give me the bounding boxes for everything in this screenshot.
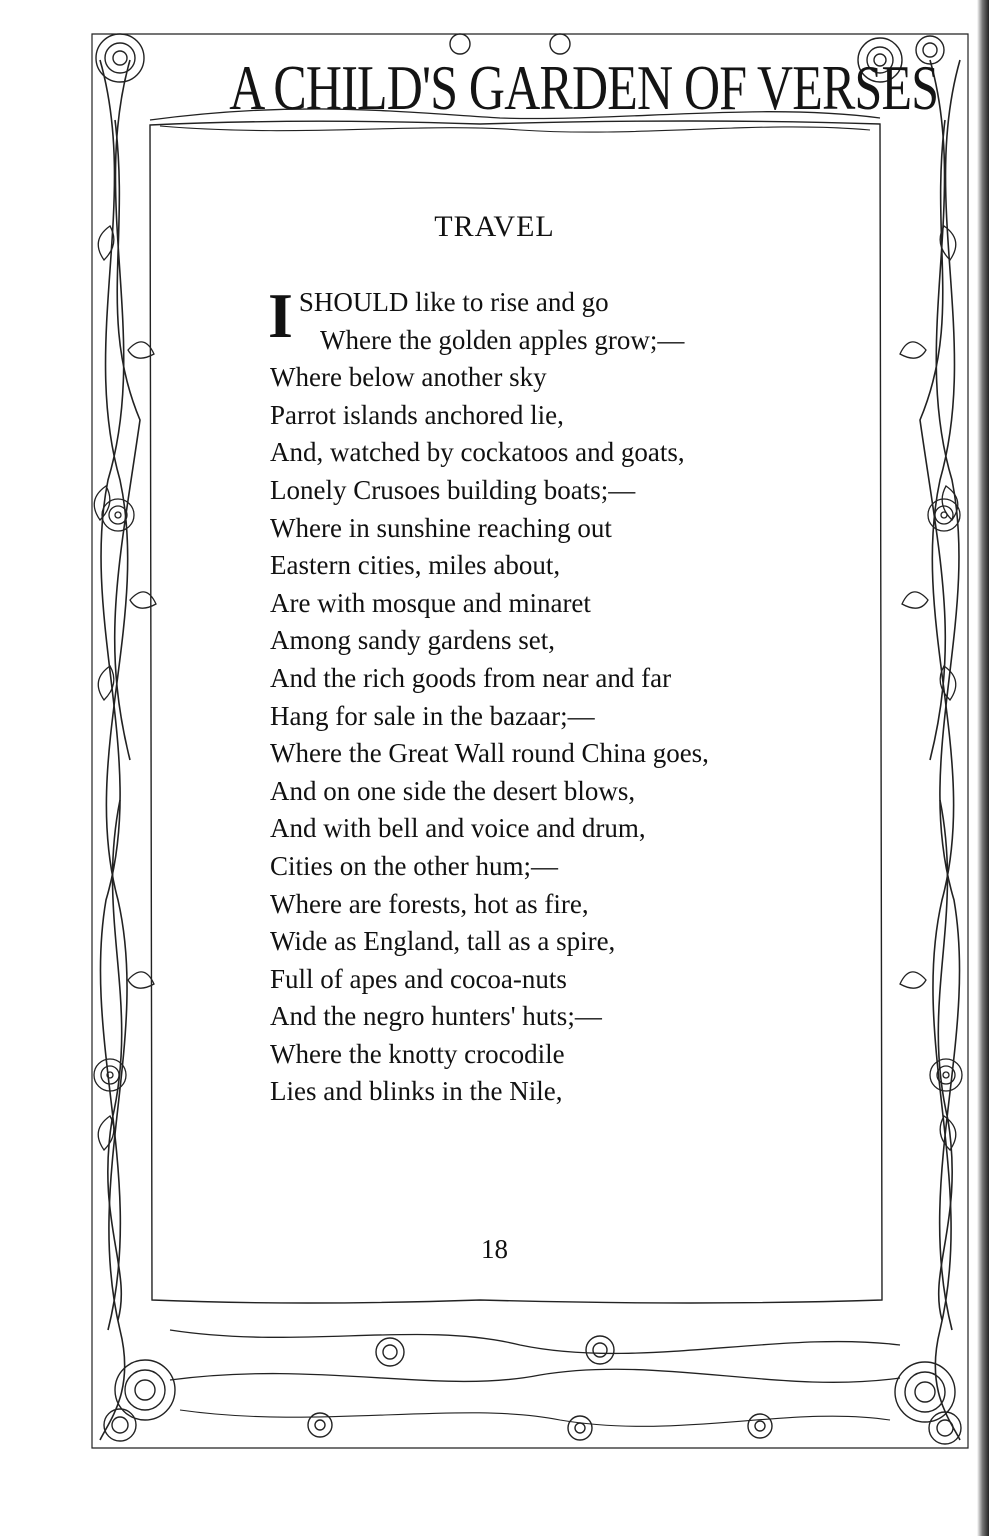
poem-line: SHOULD like to rise and go <box>298 287 609 317</box>
poem-line: And the negro hunters' huts;— <box>270 1001 602 1032</box>
poem-line: Where in sunshine reaching out <box>270 512 612 543</box>
poem-body <box>268 280 870 1111</box>
poem-line: Where the Great Wall round China goes, <box>270 738 709 769</box>
poem-line: Lies and blinks in the Nile, <box>270 1076 563 1107</box>
poem-line: Where the golden apples grow;— <box>320 324 685 355</box>
poem-line: Among sandy gardens set, <box>270 625 555 656</box>
poem-line: Cities on the other hum;— <box>270 850 558 881</box>
poem-line: Where are forests, hot as fire, <box>270 888 589 919</box>
poem-line: Parrot islands anchored lie, <box>270 399 564 430</box>
poem-line: Eastern cities, miles about, <box>270 550 561 581</box>
page-number: 18 <box>481 1234 508 1264</box>
poem-line: Where the knotty crocodile <box>270 1038 565 1069</box>
poem-line: And, watched by cockatoos and goats, <box>270 437 685 468</box>
poem-line: Lonely Crusoes building boats;— <box>270 474 636 505</box>
poem-line: Where below another sky <box>270 362 547 393</box>
poem-line: And with bell and voice and drum, <box>270 813 646 844</box>
poem-line: Hang for sale in the bazaar;— <box>270 700 595 731</box>
poem-title: TRAVEL <box>434 210 555 243</box>
poem-line: And on one side the desert blows, <box>270 775 636 806</box>
poem-line: Full of apes and cocoa-nuts <box>270 963 567 994</box>
poem-line: Wide as England, tall as a spire, <box>270 926 616 957</box>
poem-line: And the rich goods from near and far <box>270 662 672 693</box>
poem-line: Are with mosque and minaret <box>270 587 591 618</box>
drop-cap: I <box>268 280 293 351</box>
book-title-banner: A CHILD'S GARDEN OF VERSES <box>229 52 939 123</box>
